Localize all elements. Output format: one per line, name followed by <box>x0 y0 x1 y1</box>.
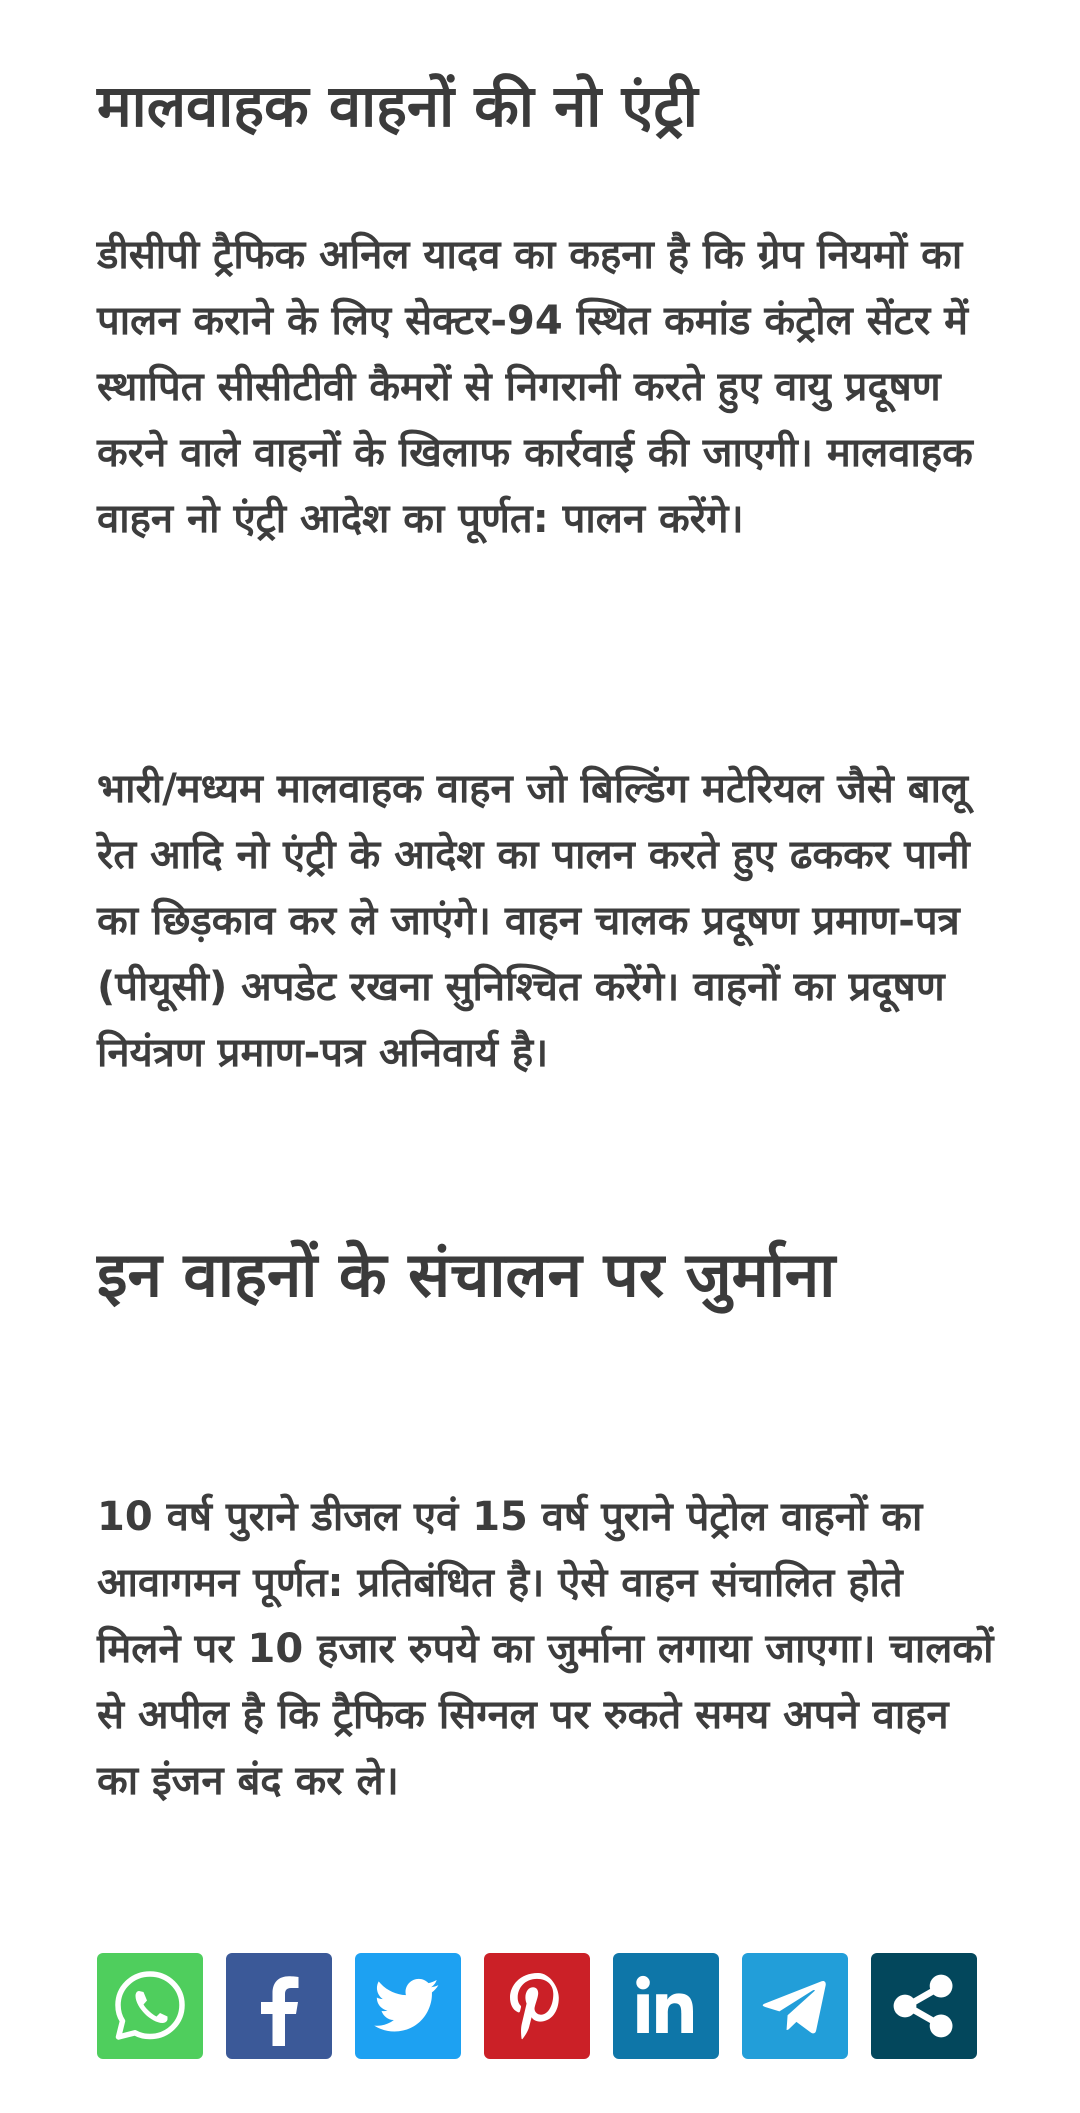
linkedin-icon <box>630 1970 702 2042</box>
whatsapp-share-button[interactable] <box>97 1953 203 2059</box>
whatsapp-icon <box>110 1966 190 2046</box>
facebook-share-button[interactable] <box>226 1953 332 2059</box>
pinterest-share-button[interactable] <box>484 1953 590 2059</box>
share-button[interactable] <box>871 1953 977 2059</box>
share-icon <box>886 1968 962 2044</box>
article-paragraph: भारी/मध्यम मालवाहक वाहन जो बिल्डिंग मटेरियल जैसे बालू रेत आदि नो एंट्री के आदेश का पालन करते हुए ढककर पानी का छिड़काव कर ले जाएंगे। वाहन चालक प्रदूषण प्रमाण-पत्र (पीयूसी) अपडेट रखना सुनिश्चित करेंगे। वाहनों का प्रदूषण नियंत्रण प्रमाण-पत्र अनिवार्य है। <box>97 766 970 1076</box>
facebook-icon <box>239 1966 319 2046</box>
pinterest-icon <box>497 1966 577 2046</box>
linkedin-share-button[interactable] <box>613 1953 719 2059</box>
share-bar <box>97 1953 977 2059</box>
telegram-share-button[interactable] <box>742 1953 848 2059</box>
section-heading: मालवाहक वाहनों की नो एंट्री <box>97 72 698 140</box>
article-paragraph: 10 वर्ष पुराने डीजल एवं 15 वर्ष पुराने पेट्रोल वाहनों का आवागमन पूर्णत: प्रतिबंधित है। ऐसे वाहन संचालित होते मिलने पर 10 हजार रुपये का जुर्माना लगाया जाएगा। चालकों से अपील है कि ट्रैफिक सिग्नल पर रुकते समय अपने वाहन का इंजन बंद कर ले। <box>97 1494 994 1804</box>
twitter-share-button[interactable] <box>355 1953 461 2059</box>
telegram-icon <box>757 1968 833 2044</box>
section-heading: इन वाहनों के संचालन पर जुर्माना <box>97 1238 836 1311</box>
twitter-icon <box>370 1968 446 2044</box>
article-paragraph: डीसीपी ट्रैफिक अनिल यादव का कहना है कि ग्रेप नियमों का पालन कराने के लिए सेक्टर-94 स्थित कमांड कंट्रोल सेंटर में स्थापित सीसीटीवी कैमरों से निगरानी करते हुए वायु प्रदूषण करने वाले वाहनों के खिलाफ कार्रवाई की जाएगी। मालवाहक वाहन नो एंट्री आदेश का पूर्णत: पालन करेंगे। <box>97 232 973 542</box>
